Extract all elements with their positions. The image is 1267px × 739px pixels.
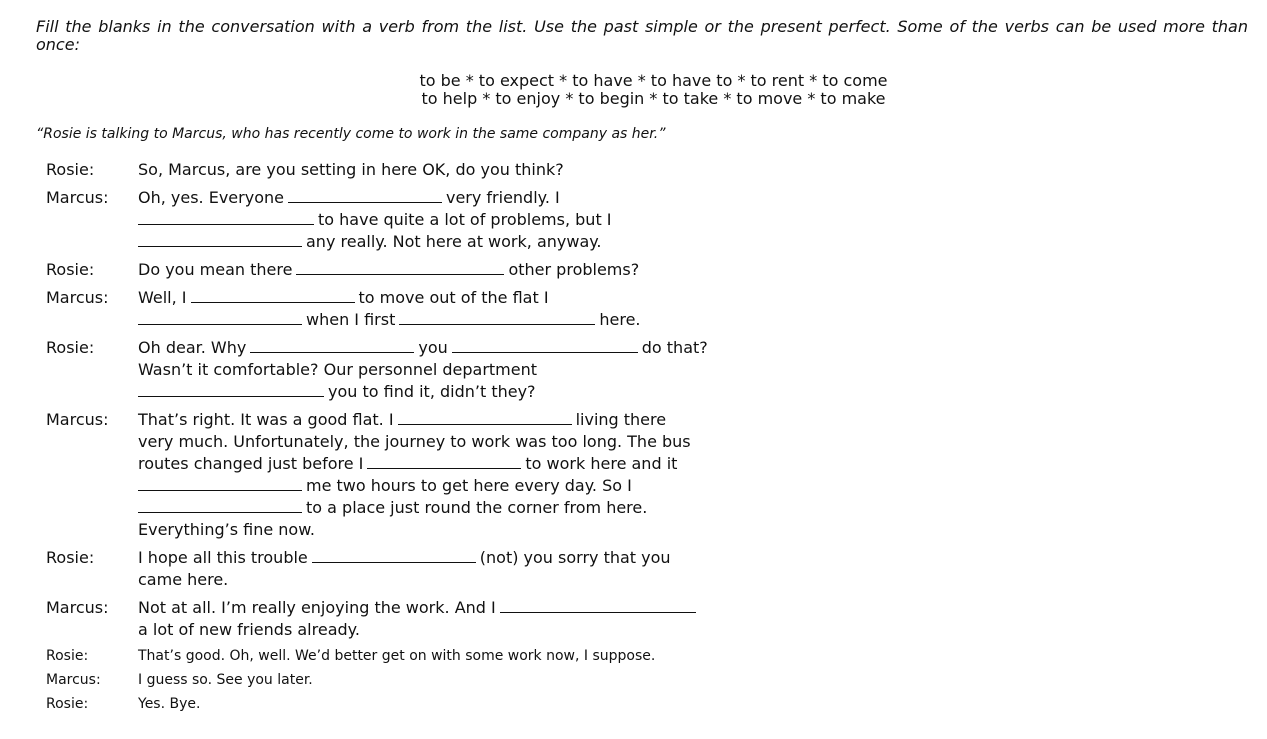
speaker-label: Rosie: (46, 338, 95, 357)
speech-line: Wasn’t it comfortable? Our personnel department (138, 360, 538, 379)
verb-list-line-1 (0, 72, 1267, 90)
speech-line (138, 597, 766, 619)
speaker-label: Marcus: (46, 410, 109, 429)
verb-list-text-2: to help * to enjoy * to begin * to take * to move * to make (421, 89, 886, 108)
speech-line (138, 475, 766, 497)
dialogue-turn (46, 647, 766, 665)
speech-text: to have quite a lot of problems, but I (318, 210, 612, 229)
speech-line (138, 287, 766, 309)
speech (138, 547, 766, 591)
speech-text: here. (599, 310, 641, 329)
speech-text: very friendly. I (445, 188, 560, 207)
speech (138, 695, 766, 713)
speech-text: Well, I (138, 288, 187, 307)
speech-line: came here. (138, 570, 229, 589)
speech-text: routes changed just before I (138, 454, 364, 473)
speech (138, 187, 766, 253)
speech-text: you to find it, didn’t they? (328, 382, 536, 401)
dialogue-turn (46, 287, 766, 331)
speaker-label: Rosie: (46, 648, 89, 664)
speaker-label: Marcus: (46, 288, 109, 307)
speech-text: living there (575, 410, 667, 429)
speech-line (138, 309, 766, 331)
speech-text: you (418, 338, 448, 357)
speech-text: do that? (641, 338, 708, 357)
speech-text: (not) you sorry that you (479, 548, 671, 567)
speech (138, 647, 766, 665)
dialogue-turn (46, 337, 766, 403)
speech-line: Yes. Bye. (138, 696, 201, 712)
speech (138, 597, 766, 641)
speaker-label: Marcus: (46, 672, 101, 688)
speech-line (138, 231, 766, 253)
speech-text: Oh, yes. Everyone (138, 188, 284, 207)
speech-text: Not at all. I’m really enjoying the work. And I (138, 598, 496, 617)
answer-blank[interactable] (288, 188, 442, 203)
dialogue-turn (46, 159, 766, 181)
answer-blank[interactable] (399, 310, 595, 325)
speech-line: So, Marcus, are you setting in here OK, do you think? (138, 160, 564, 179)
speech-text: me two hours to get here every day. So I (306, 476, 632, 495)
dialogue-turn (46, 259, 766, 281)
dialogue-turn (46, 695, 766, 713)
instructions: Fill the blanks in the conversation with a verb from the list. Use the past simple or the present perfect. Some of the verbs can be used more than once: (36, 17, 1248, 54)
speaker-label: Rosie: (46, 260, 95, 279)
speech (138, 259, 766, 281)
dialogue (46, 159, 766, 719)
answer-blank[interactable] (138, 476, 302, 491)
speech-line (138, 259, 766, 281)
answer-blank[interactable] (367, 454, 521, 469)
speech-line (138, 187, 766, 209)
answer-blank[interactable] (191, 288, 355, 303)
answer-blank[interactable] (138, 210, 314, 225)
speech-line (138, 209, 766, 231)
dialogue-turn (46, 187, 766, 253)
intro-text: “Rosie is talking to Marcus, who has recently come to work in the same company as her.” (36, 126, 666, 142)
speech-text: I hope all this trouble (138, 548, 308, 567)
speaker-label: Marcus: (46, 598, 109, 617)
verb-list-line-2 (0, 90, 1267, 108)
speaker-label: Rosie: (46, 160, 95, 179)
speech-text: to move out of the flat I (358, 288, 549, 307)
answer-blank[interactable] (138, 382, 324, 397)
speech-text: when I first (306, 310, 396, 329)
speech-text: Oh dear. Why (138, 338, 247, 357)
speaker-label: Rosie: (46, 548, 95, 567)
speech-text: to a place just round the corner from here. (306, 498, 648, 517)
speech-line (138, 337, 766, 359)
speech-line (138, 409, 766, 431)
speaker-label: Marcus: (46, 188, 109, 207)
speech (138, 337, 766, 403)
dialogue-turn (46, 671, 766, 689)
speech-line: That’s good. Oh, well. We’d better get on with some work now, I suppose. (138, 648, 656, 664)
speaker-label: Rosie: (46, 696, 89, 712)
speech-text: to work here and it (525, 454, 678, 473)
speech-line: I guess so. See you later. (138, 672, 313, 688)
answer-blank[interactable] (296, 260, 504, 275)
answer-blank[interactable] (312, 548, 476, 563)
speech-line (138, 497, 766, 519)
answer-blank[interactable] (398, 410, 572, 425)
verb-list (0, 72, 1267, 108)
dialogue-turn (46, 409, 766, 541)
answer-blank[interactable] (452, 338, 638, 353)
speech (138, 671, 766, 689)
answer-blank[interactable] (138, 310, 302, 325)
speech-line (138, 381, 766, 403)
answer-blank[interactable] (500, 598, 696, 613)
speech-line (138, 547, 766, 569)
speech-text: any really. Not here at work, anyway. (306, 232, 602, 251)
speech-line (138, 453, 766, 475)
speech (138, 159, 766, 181)
answer-blank[interactable] (250, 338, 414, 353)
speech-line: very much. Unfortunately, the journey to work was too long. The bus (138, 432, 691, 451)
answer-blank[interactable] (138, 498, 302, 513)
speech-text: That’s right. It was a good flat. I (138, 410, 394, 429)
dialogue-turn (46, 597, 766, 641)
speech-line: a lot of new friends already. (138, 620, 360, 639)
speech (138, 287, 766, 331)
speech (138, 409, 766, 541)
answer-blank[interactable] (138, 232, 302, 247)
speech-text: Do you mean there (138, 260, 293, 279)
speech-line: Everything’s fine now. (138, 520, 315, 539)
speech-text: other problems? (508, 260, 640, 279)
dialogue-turn (46, 547, 766, 591)
verb-list-text-1: to be * to expect * to have * to have to * to rent * to come (419, 71, 888, 90)
